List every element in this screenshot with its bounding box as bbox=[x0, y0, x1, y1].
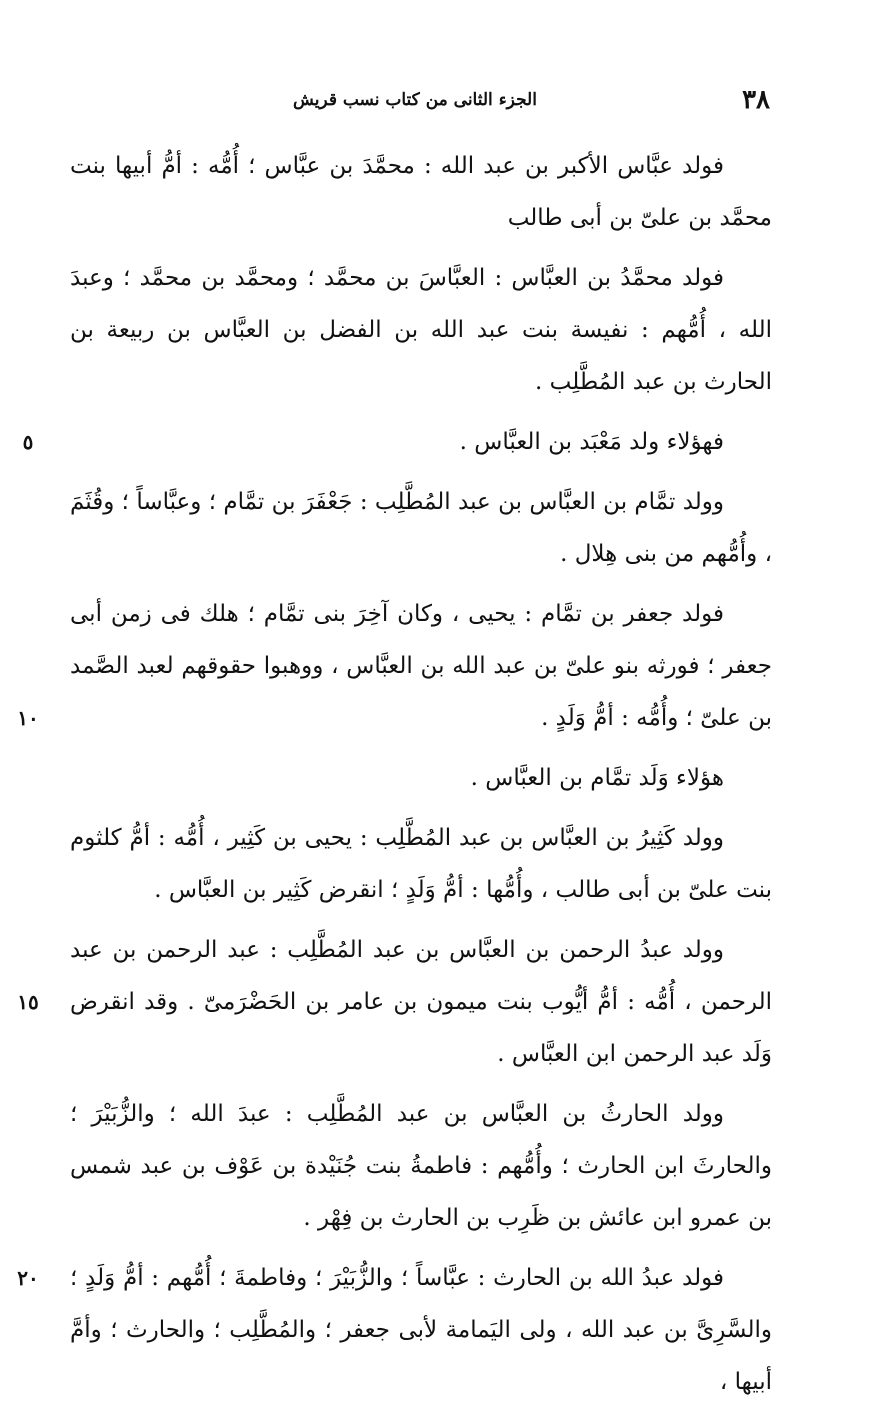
paragraph bbox=[70, 588, 772, 744]
body-text bbox=[17, 140, 772, 1408]
paragraph-text: وولد عبدُ الرحمن بن العبَّاس بن عبد المُطَّلِب : عبد الرحمن بن عبد الرحمن ، أُمُّه : أمُّ أيُّوب بنت ميمون بن عامر بن الحَضْرَمىّ . وقد انقرض وَلَد عبد الرحمن ابن العبَّاس . bbox=[70, 937, 772, 1067]
paragraph-text: وولد تمَّام بن العبَّاس بن عبد المُطَّلِب : جَعْفَرَ بن تمَّام ؛ وعبَّاساً ؛ وقُثَمَ ، وأُمُّهم من بنى هِلال . bbox=[70, 489, 772, 567]
paragraph bbox=[70, 752, 772, 804]
paragraph-text: هؤلاء وَلَد تمَّام بن العبَّاس . bbox=[470, 765, 724, 791]
paragraph-text: وولد كَثِيرُ بن العبَّاس بن عبد المُطَّلِب : يحيى بن كَثِير ، أُمُّه : أمُّ كلثوم بنت علىّ بن أبى طالب ، وأُمُّها : أمُّ وَلَدٍ ؛ انقرض كَثِير بن العبَّاس . bbox=[70, 825, 772, 903]
paragraph-text: فولد محمَّدُ بن العبَّاس : العبَّاسَ بن محمَّد ؛ ومحمَّد بن محمَّد ؛ وعبدَ الله ، أُمُّهم : نفيسة بنت عبد الله بن الفضل بن العبَّاس بن ربيعة بن الحارث بن عبد المُطَّلِب . bbox=[70, 265, 772, 395]
line-number: ٢٠ bbox=[17, 1266, 39, 1290]
paragraph-text: فولد عبدُ الله بن الحارث : عبَّاساً ؛ والزُّبَيْرَ ؛ وفاطمةَ ؛ أُمُّهم : أمُّ وَلَدٍ ؛ والسَّرِىَّ بن عبد الله ، ولى اليَمامة لأبى جعفر ؛ والمُطَّلِب ؛ والحارث ؛ وأمَّ أبيها ، bbox=[70, 1265, 772, 1395]
paragraph-text: وولد الحارثُ بن العبَّاس بن عبد المُطَّلِب : عبدَ الله ؛ والزُّبَيْرَ ؛ والحارثَ ابن الحارث ؛ وأُمُّهم : فاطمةُ بنت جُنَيْدة بن عَوْف بن عبد شمس بن عمرو ابن عائش بن ظَرِب بن الحارث بن فِهْر . bbox=[70, 1101, 772, 1231]
page-header bbox=[60, 82, 770, 118]
paragraph bbox=[70, 476, 772, 580]
paragraph-text: فهؤلاء ولد مَعْبَد بن العبَّاس . bbox=[459, 429, 724, 455]
paragraph-text: فولد جعفر بن تمَّام : يحيى ، وكان آخِرَ بنى تمَّام ؛ هلك فى زمن أبى جعفر ؛ فورثه بنو علىّ بن عبد الله بن العبَّاس ، ووهبوا حقوقهم لعبد الصَّمد بن علىّ ؛ وأُمُّه : أمُّ وَلَدٍ . bbox=[70, 601, 772, 731]
paragraph bbox=[70, 1252, 772, 1408]
paragraph bbox=[70, 140, 772, 244]
paragraph-text: فولد عبَّاس الأكبر بن عبد الله : محمَّدَ بن عبَّاس ؛ أُمُّه : أمُّ أبيها بنت محمَّد بن علىّ بن أبى طالب bbox=[70, 153, 772, 231]
paragraph bbox=[70, 416, 772, 468]
page-number: ٣٨ bbox=[742, 85, 770, 115]
paragraph bbox=[70, 812, 772, 916]
paragraph bbox=[70, 924, 772, 1080]
paragraph bbox=[70, 1088, 772, 1244]
line-number: ١٠ bbox=[17, 706, 39, 730]
paragraph bbox=[70, 252, 772, 408]
line-number: ٥ bbox=[22, 430, 34, 454]
line-number: ١٥ bbox=[17, 990, 39, 1014]
running-title: الجزء الثانى من كتاب نسب قريش bbox=[293, 90, 537, 110]
